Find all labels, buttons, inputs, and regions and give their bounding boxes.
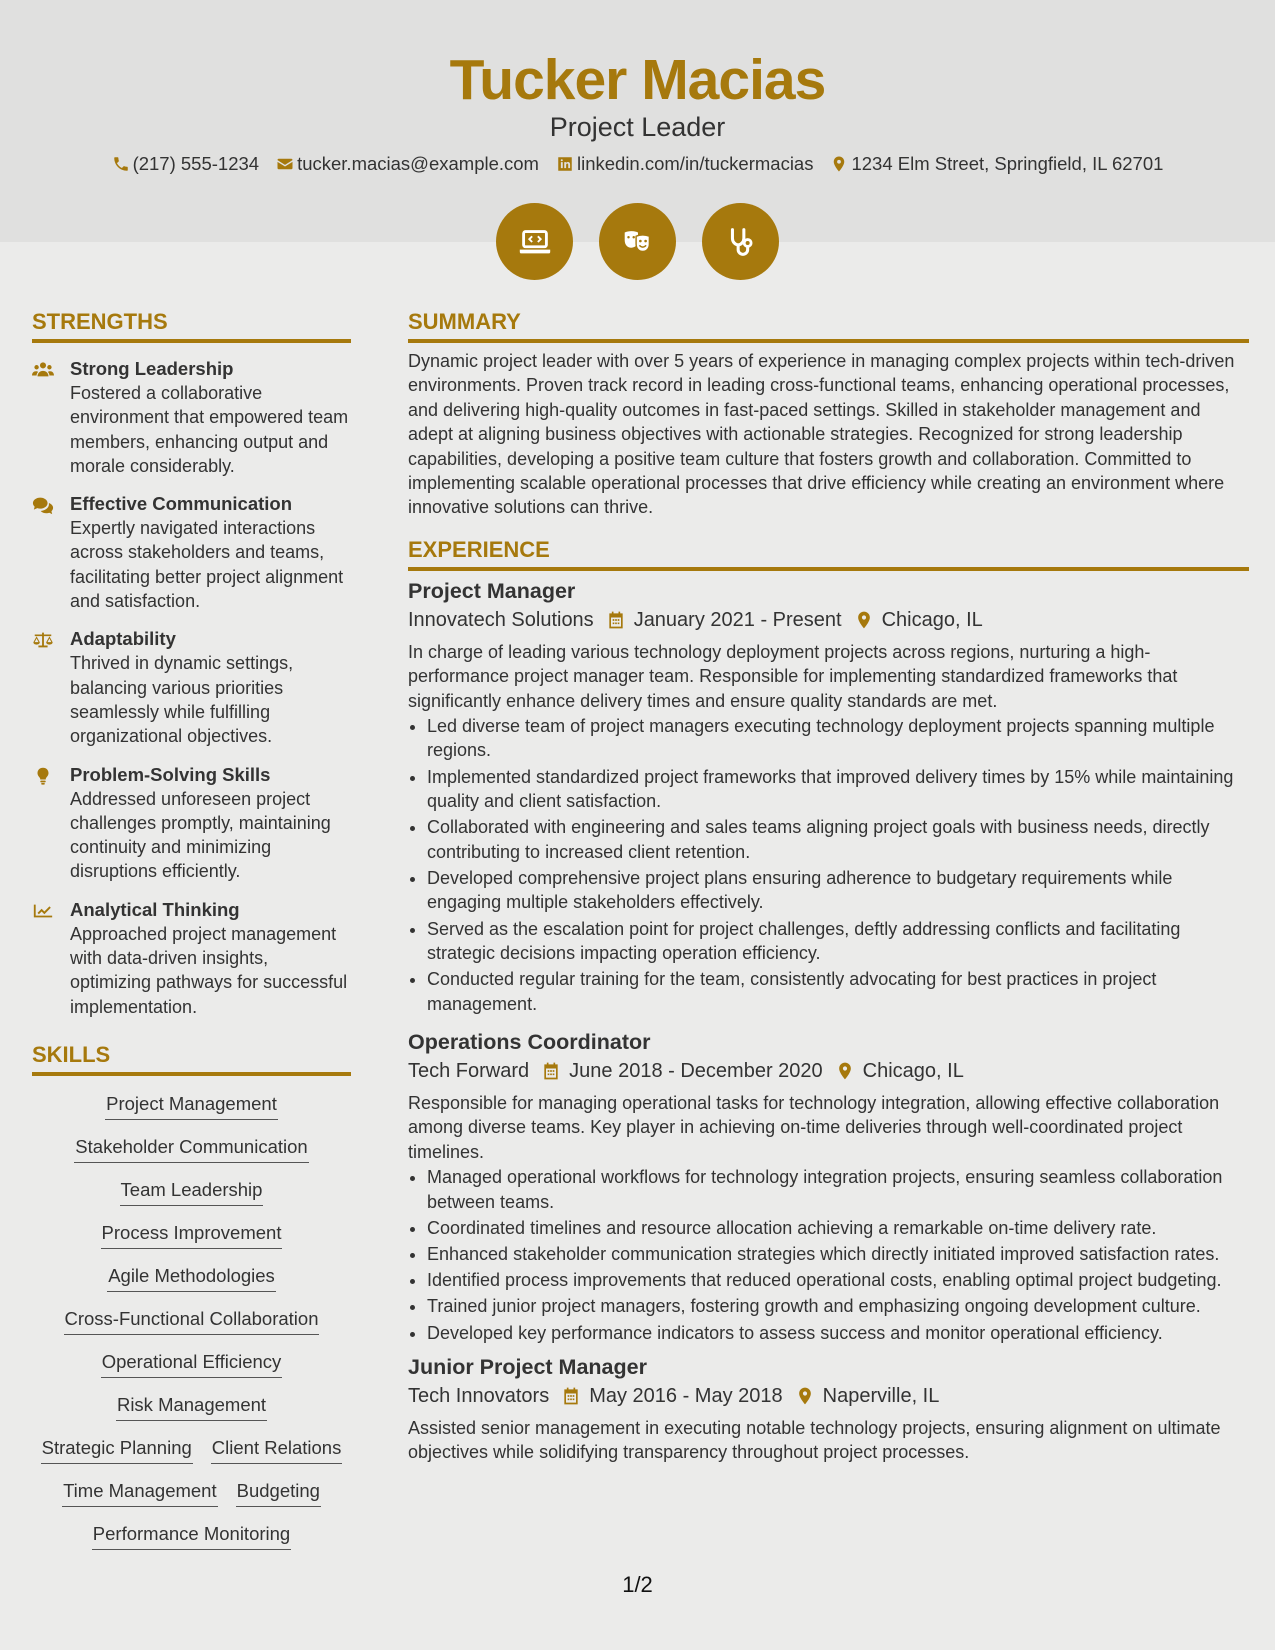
job-title: Junior Project Manager [408,1354,647,1379]
calendar-icon [541,1061,561,1081]
skill-tag: Cross-Functional Collaboration [64,1307,320,1335]
job-dates: May 2016 - May 2018 [589,1384,783,1407]
job-company: Tech Innovators [408,1384,550,1407]
skill-tag: Stakeholder Communication [74,1135,308,1163]
stethoscope-icon [702,203,779,280]
strength-desc: Approached project management with data-driven insights, optimizing pathways for successful implementation. [70,923,348,1017]
job-bullet: • Collaborated with engineering and sales teams aligning project goals with business needs, directly contributing to increased client retention. [427,815,1249,864]
skill-tag: Time Management [62,1479,218,1507]
summary-heading: SUMMARY [408,308,1249,343]
job-bullet: • Developed comprehensive project plans ensuring adherence to budgetary requirements while engaging multiple stakeholders effectively. [427,866,1249,915]
lightbulb-icon [32,766,54,786]
job-bullet: • Served as the escalation point for project challenges, deftly addressing conflicts and facilitating strategic decisions impacting operation efficiency. [427,917,1249,966]
skill-tag: Client Relations [211,1436,343,1464]
contact-linkedin[interactable] [556,152,813,176]
skill-tag: Strategic Planning [41,1436,193,1464]
job-description: In charge of leading various technology deployment projects across regions, nurturing a high-performance project manager team. Responsible for implementing standardized frameworks that significantly enhance delivery times and ensure quality standards are met. [408,641,1178,711]
strength-item [32,627,351,748]
job-entry [408,577,1249,1016]
job-entry [408,1028,1249,1345]
contact-email[interactable] [276,152,539,176]
skill-tag: Team Leadership [120,1178,264,1206]
job-bullet: • Managed operational workflows for technology integration projects, ensuring seamless collaboration between teams. [427,1165,1249,1214]
job-bullet: • Trained junior project managers, fostering growth and emphasizing ongoing development culture. [427,1294,1249,1318]
job-meta [408,1056,1249,1086]
job-bullet: • Implemented standardized project frameworks that improved delivery times by 15% while maintaining quality and client satisfaction. [427,765,1249,814]
strength-title: Analytical Thinking [70,898,240,920]
skill-tag: Operational Efficiency [101,1350,283,1378]
job-bullet: • Led diverse team of project managers executing technology deployment projects spanning multiple regions. [427,714,1249,763]
strengths-heading: STRENGTHS [32,308,351,343]
calendar-icon [561,1386,581,1406]
left-column [32,308,351,1550]
comments-icon [32,495,54,515]
strength-title: Adaptability [70,628,176,650]
users-icon [32,360,54,380]
job-bullets [408,1165,1249,1345]
contact-linkedin-text: linkedin.com/in/tuckermacias [576,153,814,174]
calendar-icon [606,610,626,630]
location-icon [795,1386,815,1406]
job-location: Chicago, IL [881,608,983,631]
job-dates: June 2018 - December 2020 [569,1059,823,1082]
hobby-icons [0,203,1275,280]
job-bullets [408,714,1249,1016]
strength-desc: Thrived in dynamic settings, balancing various priorities seamlessly while fulfilling organizational objectives. [70,653,294,747]
skill-tag: Project Management [105,1092,278,1120]
skills-list [32,1092,351,1550]
job-company: Innovatech Solutions [408,608,594,631]
skill-tag: Risk Management [116,1393,267,1421]
contact-address [830,152,1163,176]
contact-email-text: tucker.macias@example.com [297,153,539,174]
job-title: Project Manager [408,578,576,603]
job-bullet: • Coordinated timelines and resource allocation achieving a remarkable on-time delivery rate. [427,1216,1249,1240]
summary-text: Dynamic project leader with over 5 years of experience in managing complex projects within tech-driven environments. Proven track record in leading cross-functional teams, enhancing operational processes, and delivering high-quality outcomes in fast-paced settings. Skilled in stakeholder management and adept at aligning business objectives with actionable strategies. Recognized for strong leadership capabilities, developing a positive team culture that fosters growth and collaboration. Committed to implementing scalable operational processes that drive efficiency while creating an environment where innovative solutions can thrive. [408,351,1235,518]
job-location: Chicago, IL [862,1059,964,1082]
phone-icon [112,155,130,173]
contact-bar [0,152,1275,176]
job-meta [408,1381,1249,1411]
job-bullet: • Identified process improvements that reduced operational costs, enabling optimal project budgeting. [427,1268,1249,1292]
candidate-role: Project Leader [549,112,726,142]
location-icon [830,155,848,173]
strength-desc: Fostered a collaborative environment that empowered team members, enhancing output and morale considerably. [70,383,349,476]
skill-tag: Agile Methodologies [107,1264,276,1292]
skills-heading: SKILLS [32,1041,351,1076]
location-icon [835,1061,855,1081]
strength-desc: Addressed unforeseen project challenges promptly, maintaining continuity and minimizing disruptions efficiently. [70,788,331,882]
strength-desc: Expertly navigated interactions across stakeholders and teams, facilitating better project alignment and satisfaction. [70,518,344,612]
job-location: Naperville, IL [822,1384,940,1407]
strength-item [32,898,351,1019]
job-meta [408,605,1249,635]
job-description: Responsible for managing operational tasks for technology integration, allowing effective collaboration among diverse teams. Key player in achieving on-time deliveries through well-coordinated project timelines. [408,1092,1220,1162]
location-icon [854,610,874,630]
contact-phone-text: (217) 555-1234 [132,153,260,174]
laptop-code-icon [496,203,573,280]
strength-title: Effective Communication [70,493,293,515]
chart-line-icon [32,901,54,921]
job-bullet: • Conducted regular training for the team, consistently advocating for best practices in project management. [427,967,1249,1016]
strength-title: Strong Leadership [70,358,234,379]
job-title: Operations Coordinator [408,1029,651,1054]
skill-tag: Performance Monitoring [92,1522,291,1550]
theater-masks-icon [599,203,676,280]
skill-tag: Budgeting [236,1479,321,1507]
linkedin-icon [556,155,574,173]
page-number: 1/2 [622,1572,653,1597]
strength-item [32,763,351,884]
job-description: Assisted senior management in executing notable technology projects, ensuring alignment on ultimate objectives while solidifying transparency throughout project processes. [408,1417,1221,1463]
job-bullet: • Developed key performance indicators to assess success and monitor operational efficiency. [427,1321,1249,1345]
balance-scale-icon [32,630,54,650]
strength-title: Problem-Solving Skills [70,763,271,785]
strength-item [32,357,351,478]
skill-tag: Process Improvement [101,1221,283,1249]
job-bullet: • Enhanced stakeholder communication strategies which directly initiated improved satisfaction rates. [427,1242,1249,1266]
job-company: Tech Forward [408,1059,530,1082]
email-icon [276,155,294,173]
strength-item [32,492,351,613]
experience-heading: EXPERIENCE [408,536,1249,571]
job-dates: January 2021 - Present [633,608,842,631]
right-column [408,308,1249,1465]
contact-phone[interactable] [112,152,260,176]
candidate-name: Tucker Macias [449,48,826,112]
job-entry [408,1353,1249,1465]
contact-address-text: 1234 Elm Street, Springfield, IL 62701 [851,153,1164,174]
